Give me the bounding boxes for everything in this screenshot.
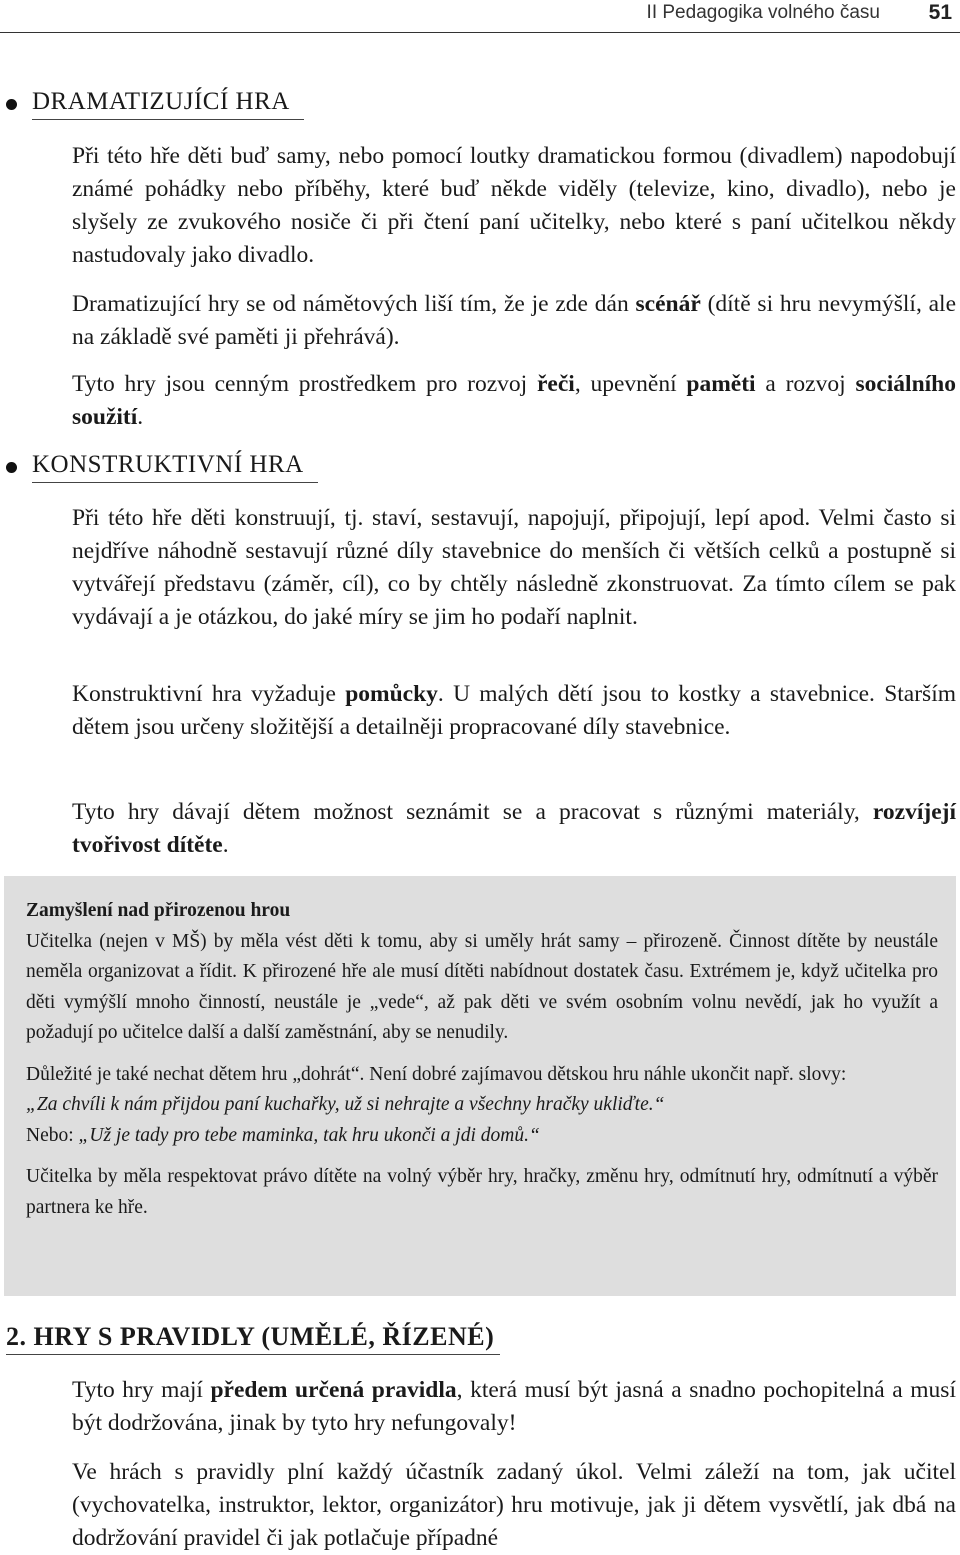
heading-text: DRAMATIZUJÍCÍ HRA bbox=[32, 88, 304, 120]
heading-text: KONSTRUKTIVNÍ HRA bbox=[32, 451, 318, 483]
quote-2-label: Nebo: bbox=[26, 1124, 79, 1146]
bullet-icon bbox=[6, 462, 17, 473]
paragraph-text: Při této hře děti buď samy, nebo pomocí loutky dramatickou formou (divadlem) napodobují známé pohádky nebo příběhy, které buď někde viděly (televize, kino, divadlo), nebo je slyšely ze zvukového nosiče či při čtení paní učitelky, nebo které s paní učitelkou někdy nastudovaly jako divadlo. bbox=[72, 143, 956, 268]
bold-term: pomůcky bbox=[345, 681, 438, 707]
text-run: a rozvoj bbox=[755, 371, 856, 397]
quote-2: „Už je tady pro tebe maminka, tak hru ukonči a jdi domů.“ bbox=[78, 1124, 540, 1146]
text-run: . bbox=[137, 404, 144, 430]
reflection-paragraph-1: Učitelka (nejen v MŠ) by měla vést děti k tomu, aby si uměly hrát samy – přirozeně. Činnost dítěte by neustále neměla organizovat a řídit. K přirozené hře ale musí dítěti nabídnout dostatek času. Extrémem je, když učitelka pro děti vymýšlí mnoho činností, neustále je „vede“, až pak děti ve svém osobním volnu nevědí, jak ho využít a požadují po učitelce další a další zaměstnání, aby se nenudily. bbox=[26, 930, 938, 1043]
heading-rule-games: 2. HRY S PRAVIDLY (UMĚLÉ, ŘÍZENÉ) bbox=[6, 1322, 500, 1355]
bold-term: sociálního soužití bbox=[72, 371, 956, 430]
text-run: Tyto hry jsou cenným prostředkem pro rozvoj bbox=[72, 371, 537, 397]
quote-2-line bbox=[26, 1121, 938, 1152]
bold-term: předem určená pravidla bbox=[210, 1377, 457, 1403]
bold-term: rozvíjejí tvořivost dítěte bbox=[72, 799, 956, 858]
reflection-title: Zamyšlení nad přirozenou hrou bbox=[26, 900, 291, 921]
running-title: II Pedagogika volného času bbox=[646, 2, 880, 23]
dramatic-paragraph-3 bbox=[72, 368, 956, 434]
reflection-paragraph-2: Důležité je také nechat dětem hru „dohrát“. Není dobré zajímavou dětskou hru náhle ukončit např. slovy: bbox=[26, 1063, 847, 1085]
text-run: Konstruktivní hra vyžaduje bbox=[72, 681, 346, 707]
heading-constructive-play bbox=[6, 451, 318, 483]
text-run: . U malých dětí jsou to kostky a stavebnice. Starším dětem jsou určeny složitější a detailněji propracované díly stavebnice. bbox=[72, 681, 957, 740]
text-run: (dítě si hru nevymýšlí, ale na základě své paměti ji přehrává). bbox=[72, 291, 957, 350]
spacer bbox=[26, 1049, 938, 1060]
paragraph-text: Při této hře děti konstruují, tj. staví, sestavují, napojují, připojují, lepí apod. Velmi často si nejdříve náhodně sestavují různé díly stavebnice do menších či větších celků a postupně si vytvářejí představu (záměr, cíl), co by chtěly následně zkonstruovat. Za tímto cílem se pak vydávají a je otázkou, do jaké míry se jim ho podaří naplnit. bbox=[72, 505, 956, 630]
text-run: Tyto hry dávají dětem možnost seznámit se a pracovat s různými materiály, bbox=[72, 799, 873, 825]
quote-1: „Za chvíli k nám přijdou paní kuchařky, už si nehrajte a všechny hračky ukliďte.“ bbox=[26, 1094, 665, 1115]
text-run: Tyto hry mají bbox=[72, 1377, 211, 1403]
constructive-paragraph-3 bbox=[72, 796, 956, 862]
text-run: Dramatizující hry se od námětových liší tím, že je zde dán bbox=[72, 291, 636, 317]
bold-term: řeči bbox=[536, 371, 575, 397]
rules-paragraph-2 bbox=[72, 1456, 956, 1555]
running-header bbox=[0, 0, 960, 33]
rules-paragraph-1 bbox=[72, 1374, 956, 1440]
dramatic-paragraph-2 bbox=[72, 288, 956, 354]
bold-term: paměti bbox=[686, 371, 756, 397]
heading-dramatic-play bbox=[6, 88, 304, 120]
bold-term: scénář bbox=[635, 291, 701, 317]
spacer bbox=[26, 1151, 938, 1162]
text-run: , která musí být jasná a snadno pochopitelná a musí být dodržována, jinak by tyto hry nefungovaly! bbox=[72, 1377, 956, 1436]
reflection-paragraph-3: Učitelka by měla respektovat právo dítěte na volný výběr hry, hračky, změnu hry, odmítnutí hry, odmítnutí a výběr partnera ke hře. bbox=[26, 1166, 938, 1218]
reflection-content bbox=[26, 896, 938, 1223]
page-number: 51 bbox=[928, 1, 952, 24]
constructive-paragraph-2 bbox=[72, 678, 956, 744]
text-run: , upevnění bbox=[574, 371, 687, 397]
dramatic-paragraph-1 bbox=[72, 140, 956, 272]
paragraph-text: Ve hrách s pravidly plní každý účastník zadaný úkol. Velmi záleží na tom, jak učitel (vychovatelka, instruktor, lektor, organizátor) hru motivuje, jak ji dětem vysvětlí, jak dbá na dodržování pravidel či jak potlačuje případné bbox=[72, 1459, 956, 1551]
text-run: . bbox=[222, 832, 229, 858]
reflection-box bbox=[4, 876, 956, 1296]
bullet-icon bbox=[6, 99, 17, 110]
constructive-paragraph-1 bbox=[72, 502, 956, 634]
